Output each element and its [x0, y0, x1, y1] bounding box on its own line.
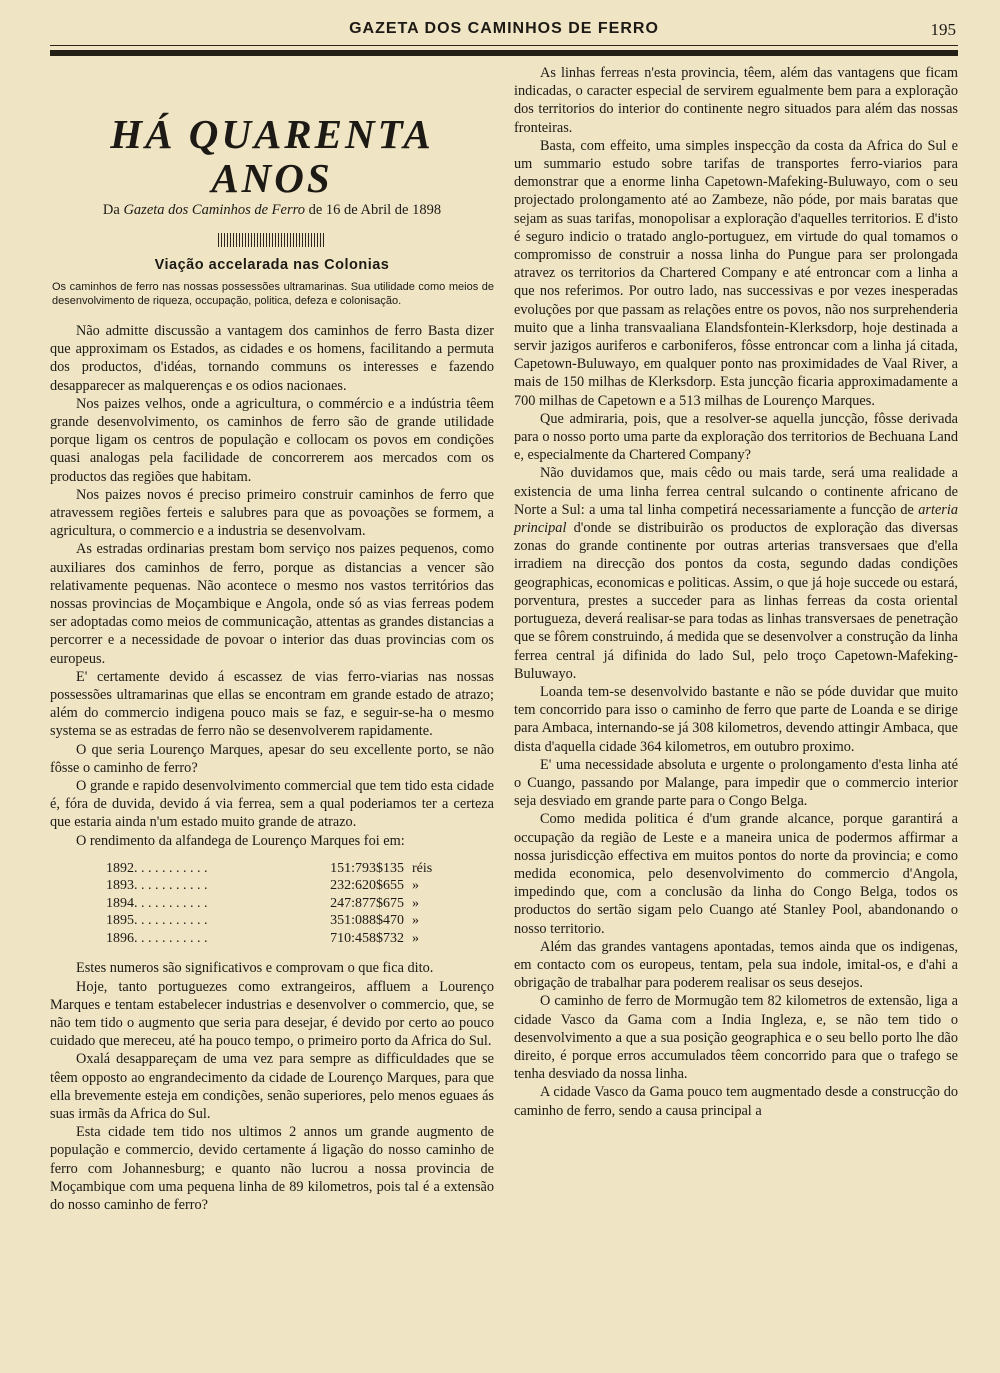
value-cell: 710:458$732 — [330, 930, 404, 946]
unit-cell: réis — [412, 860, 433, 876]
paragraph: O caminho de ferro de Mormugão tem 82 kilometros de extensão, liga a cidade Vasco da Gama com a India Ingleza, e, se não tem tido o desenvolvimento a que a sua posição geographica e o seu bello porto lhe dão direito, é porque erros accumulados têem concorrido para que o trafego se tenha desviado da nossa linha. — [514, 993, 958, 1083]
year-cell: 1896. . . . . . . . . . . — [106, 930, 208, 946]
paragraph: A cidade Vasco da Gama pouco tem augmentado desde a construcção do caminho de ferro, sendo a causa principal a — [514, 1084, 958, 1119]
article-summary — [50, 281, 494, 308]
left-column — [50, 64, 494, 1214]
table-row — [106, 877, 432, 895]
value-cell: 151:793$135 — [330, 860, 404, 876]
year-cell: 1894. . . . . . . . . . . — [106, 895, 208, 911]
value-cell: 247:877$675 — [330, 895, 404, 911]
source-suffix: de 16 de Abril de 1898 — [308, 202, 442, 218]
text-run: Não duvidamos que, mais cêdo ou mais tarde, será uma realidade a existencia de uma linha ferrea central sulcando o continente africano de Norte a Sul: a uma tal linha competirá necessariamente a funcção de — [514, 465, 958, 518]
paragraph: Não admitte discussão a vantagem dos caminhos de ferro Basta dizer que approximam os Estados, as cidades e os homens, facilitando a permuta dos productos, d'idéas, tornando communs os interesses e fazendo desapparecer as malquerenças e os odios nacionaes. — [50, 323, 494, 394]
paragraph: Além das grandes vantagens apontadas, temos ainda que os indigenas, em contacto com os europeus, tentam, pela sua indole, imital-os, e d'ahi a obrigação de trabalhar para poderem realisar os seus desejos. — [514, 938, 958, 992]
two-column-body — [50, 64, 958, 1214]
paragraph: As estradas ordinarias prestam bom serviço nos paizes pequenos, como auxiliares dos caminhos de ferro, porque as distancias a vencer são relativamente pequenas. Não acontece o mesmo nos vastos territórios das nossas provincias de Moçambique e Angola, onde só as vias ferreas podem ser adoptadas como meios de communicação, attentas as grandes distancias a percorrer e a necessidade de povoar o interior das duas provincias com os europeus. — [50, 541, 494, 667]
text-run: d'onde se distribuirão os productos de exploração das diversas zonas do grande continente por outras arterias transversaes que d'ella irradiem na direcção dos pontos da costa, segundo dadas condições geographicas, economicas e politicas. Assim, o que já hoje succede ou estará, porventura, prestes a succeder para as linhas ferreas da costa oriental portugueza, deverá realisar-se para todas as linhas transversaes de penetração que se fôrem construindo, á medida que se desenvolver a construção da linha ferrea central já difinida do lado Sul, pelo troço Capetown-Mafeking-Buluwayo. — [514, 520, 959, 682]
unit-cell: » — [412, 878, 419, 894]
paragraph: O que seria Lourenço Marques, apesar do seu excellente porto, se não fôsse o caminho de ferro? — [50, 741, 494, 776]
unit-cell: » — [412, 930, 419, 946]
year-cell: 1895. . . . . . . . . . . — [106, 913, 208, 929]
year-cell: 1893. . . . . . . . . . . — [106, 878, 208, 894]
paragraph: E' certamente devido á escassez de vias ferro-viarias nas nossas possessões ultramarinas que ellas se encontram em grande estado de atrazo; além do commercio indigena pouco mais se faz, e seguir-se-ha o mesmo systema se as estradas de ferro não se desenvolverem rapidamente. — [50, 668, 494, 740]
source-journal: Gazeta dos Caminhos de Ferro — [123, 202, 305, 218]
paragraph: Hoje, tanto portuguezes como extrangeiros, affluem a Lourenço Marques e tentam estabelecer industrias e desenvolver o commercio, que, se não tem tido o augmento que seria para desejar, é devido por certo ao pouco cuidado que mereceu, até ha pouco tempo, o primeiro porto da Africa do Sul. — [50, 978, 494, 1050]
paragraph: Esta cidade tem tido nos ultimos 2 annos um grande augmento de população e commercio, devido certamente á ligação do nosso caminho de ferro com Johannesburg; e quanto não lucrou a nossa provincia de Moçambique com uma pequena linha de 89 kilometros, pois tal é a extensão do nosso caminho de ferro? — [50, 1124, 494, 1214]
source-prefix: Da — [102, 202, 120, 218]
paragraph: Que admiraria, pois, que a resolver-se aquella juncção, fôsse derivada para o nosso porto uma parte da exploração dos territorios de Bechuana Land e, especialmente da Chartered Company? — [514, 410, 958, 464]
running-header — [50, 18, 958, 52]
page-number: 195 — [930, 20, 956, 39]
unit-cell: » — [412, 913, 419, 929]
header-rule-thick — [50, 50, 958, 56]
article-subtitle: Viação accelarada nas Colonias — [154, 257, 390, 273]
paragraph: Basta, com effeito, uma simples inspecção da costa da Africa do Sul e um summario estudo sobre tarifas de transportes ferro-viarios para demonstrar que a enorme linha Capetown-Mafeking-Buluwayo, com o seu projectado prolongamento até ao Zambeze, não póde, por mais baratas que sejam as suas tarifas, monopolisar a exploração d'aquelles territorios. E d'isto é seguro indicio o tratado anglo-portuguez, em virtude do qual tomamos o compromisso de construir a nossa linha do Pungue para ser prolongada atravez os territorios da Chartered Company e até entroncar com a linha a que nos referimos. Por outro lado, nas successivas e por vezes inesperadas evoluções por que passam as relações entre os povos, não nos surprehenderia muito que a linha transvaaliana Elandsfontein-Klerksdorp, hoje destinada a servir jazigos auriferos e carboniferos, fôsse entroncar com a linha já citada, Capetown-Buluwayo, em qualquer ponto nas proximidades de Vaal River, a mais de 150 milhas de Klerksdorp. Esta juncção ficaria approximadamente a 700 milhas de Capetown e a 513 milhas de Lourenço Marques. — [514, 137, 958, 409]
paragraph: E' uma necessidade absoluta e urgente o prolongamento d'esta linha até o Cuango, passando por Malange, para impedir que o commercio interior seja desviado em grande parte para o Congo Belga. — [514, 756, 958, 810]
paragraph: Estes numeros são significativos e comprovam o que fica dito. — [76, 960, 434, 977]
revenue-table — [106, 860, 432, 948]
paragraph-arteria — [514, 464, 958, 682]
ornament-divider — [218, 233, 326, 247]
paragraph: Loanda tem-se desenvolvido bastante e não se póde duvidar que muito tem concorrido para isso o caminho de ferro que parte de Loanda e se dirige para Ambaca, internando-se já 308 kilometros, devendo attingir Ambaca, que dista d'aquella cidade 364 kilometros, em outubro proximo. — [514, 683, 958, 755]
table-row — [106, 930, 432, 948]
value-cell: 232:620$655 — [330, 878, 404, 894]
paragraph: Como medida politica é d'um grande alcance, porque garantirá a occupação da região de Leste e a maneira unica de podermos affirmar a nossa jurisdicção effectiva em muitos pontos do norte da provincia; e como medida economica, pelo desenvolvimento do commercio d'Angola, impedindo que, com a conclusão da linha do Congo Belga, todos os productos do sertão sigam pelo Cuango até Stanley Pool, abandonando o nosso territorio. — [514, 811, 958, 937]
paragraph: As linhas ferreas n'esta provincia, têem, além das vantagens que ficam indicadas, o caracter especial de servirem egualmente bem para a exploração dos territorios do interior do continente negro situados para além das nossas fronteiras. — [514, 65, 958, 136]
paragraph: O rendimento da alfandega de Lourenço Marques foi em: — [76, 832, 405, 849]
table-row — [106, 860, 432, 878]
right-column — [514, 64, 958, 1214]
table-row — [106, 895, 432, 913]
source-line — [50, 202, 494, 219]
paragraph: Nos paizes velhos, onde a agricultura, o commércio e a indústria têem grande desenvolvimento, os caminhos de ferro são de grande utilidade porque ligam os centros de população e collocam os povos em condições quasi analogas pela facilidade de concorrerem aos mercados com os productos das regiões que habitam. — [50, 395, 494, 485]
article-title: HÁ QUARENTA ANOS — [110, 111, 434, 201]
paragraph: Oxalá desappareçam de uma vez para sempre as difficuldades que se têem opposto ao engrandecimento da cidade de Lourenço Marques, para que ella brevemente esteja em condições, senão superiores, pelo menos eguaes ás suas irmãs da Africa do Sul. — [50, 1051, 494, 1123]
paragraph: Nos paizes novos é preciso primeiro construir caminhos de ferro que atravessem regiões ferteis e salubres para que as povoações se formem, a agricultura, o commercio e a industria se desenvolvam. — [50, 486, 494, 540]
summary-text: Os caminhos de ferro nas nossas possessões ultramarinas. Sua utilidade como meios de desenvolvimento de riqueza, occupação, politica, defeza e colonisação. — [52, 281, 494, 307]
journal-name: GAZETA DOS CAMINHOS DE FERRO — [349, 20, 659, 37]
table-row — [106, 912, 432, 930]
italic-phrase: arteria principal — [514, 501, 958, 537]
paragraph: O grande e rapido desenvolvimento commercial que tem tido esta cidade é, fóra de duvida, devido á via ferrea, sem a qual poderiamos ter a certeza que estaria ainda n'um estado muito grande de atrazo. — [50, 778, 494, 831]
unit-cell: » — [412, 895, 419, 911]
year-cell: 1892. . . . . . . . . . . — [106, 860, 208, 876]
header-rule-thin — [50, 45, 958, 46]
value-cell: 351:088$470 — [330, 913, 404, 929]
